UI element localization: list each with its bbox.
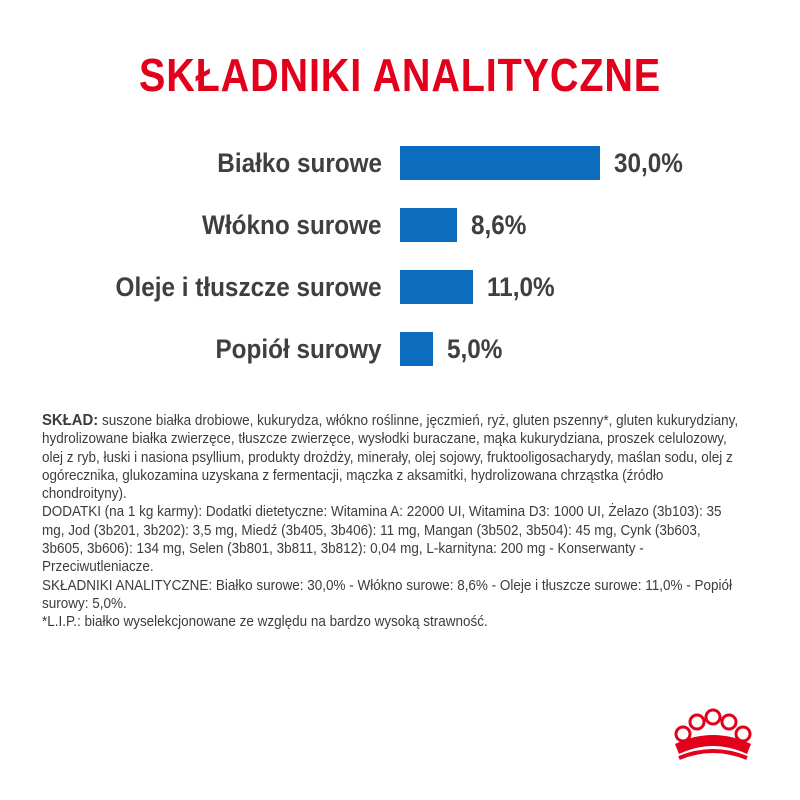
- bar: [400, 208, 457, 242]
- value-label: 8,6%: [471, 210, 527, 240]
- bar-row: [0, 332, 800, 366]
- bar-row: [0, 208, 800, 242]
- category-label: Białko surowe: [217, 148, 382, 178]
- value-label: 5,0%: [447, 334, 503, 364]
- ingredients-paragraph: [42, 412, 740, 503]
- value-label: 11,0%: [487, 272, 555, 302]
- composition-heading: SKŁAD:: [42, 412, 99, 429]
- ingredients-text: suszone białka drobiowe, kukurydza, włókno roślinne, jęczmień, ryż, gluten pszenny*, gluten kukurydziany, hydrolizowane białka zwierzęce, tłuszcze zwierzęce, wysłodki buraczane, mąka kukurydziana, proszek celulozowy, olej z ryb, łuski i nasiona psyllium, produkty drożdży, minerały, olej sojowy, fruktooligosacharydy, maślan sodu, olej z ogórecznika, glukozamina uzyskana z fermentacji, mączka z aksamitki, hydrolizowana chrząstka (źródło chondroityny).: [42, 413, 739, 503]
- category-label: Oleje i tłuszcze surowe: [115, 272, 382, 302]
- bar: [400, 146, 600, 180]
- page-title: SKŁADNIKI ANALITYCZNE: [138, 49, 662, 101]
- additives-paragraph: DODATKI (na 1 kg karmy): Dodatki dietetyczne: Witamina A: 22000 UI, Witamina D3: 1000 UI, Żelazo (3b103): 35 mg, Jod (3b201, 3b202): 3,5 mg, Miedź (3b405, 3b406): 11 mg, Mangan (3b502, 3b504): 45 mg, Cynk (3b603, 3b605, 3b606): 134 mg, Selen (3b801, 3b811, 3b812): 0,04 mg, L-karnityna: 200 mg - Konserwanty - Przeciwutleniacze.: [42, 504, 722, 576]
- note-paragraph: *L.I.P.: białko wyselekcjonowane ze względu na bardzo wysoką strawność.: [42, 614, 488, 631]
- bar-chart: [0, 130, 800, 390]
- category-label: Włókno surowe: [202, 210, 382, 240]
- bar-row: [0, 270, 800, 304]
- bar: [400, 270, 473, 304]
- analytical-paragraph: SKŁADNIKI ANALITYCZNE: Białko surowe: 30,0% - Włókno surowe: 8,6% - Oleje i tłuszcze surowe: 11,0% - Popiół surowy: 5,0%.: [42, 577, 733, 612]
- royal-canin-crown-icon: [665, 700, 761, 772]
- value-label: 30,0%: [614, 148, 683, 178]
- category-label: Popiół surowy: [215, 334, 382, 364]
- composition-text: [42, 412, 742, 632]
- bar: [400, 332, 433, 366]
- bar-row: [0, 146, 800, 180]
